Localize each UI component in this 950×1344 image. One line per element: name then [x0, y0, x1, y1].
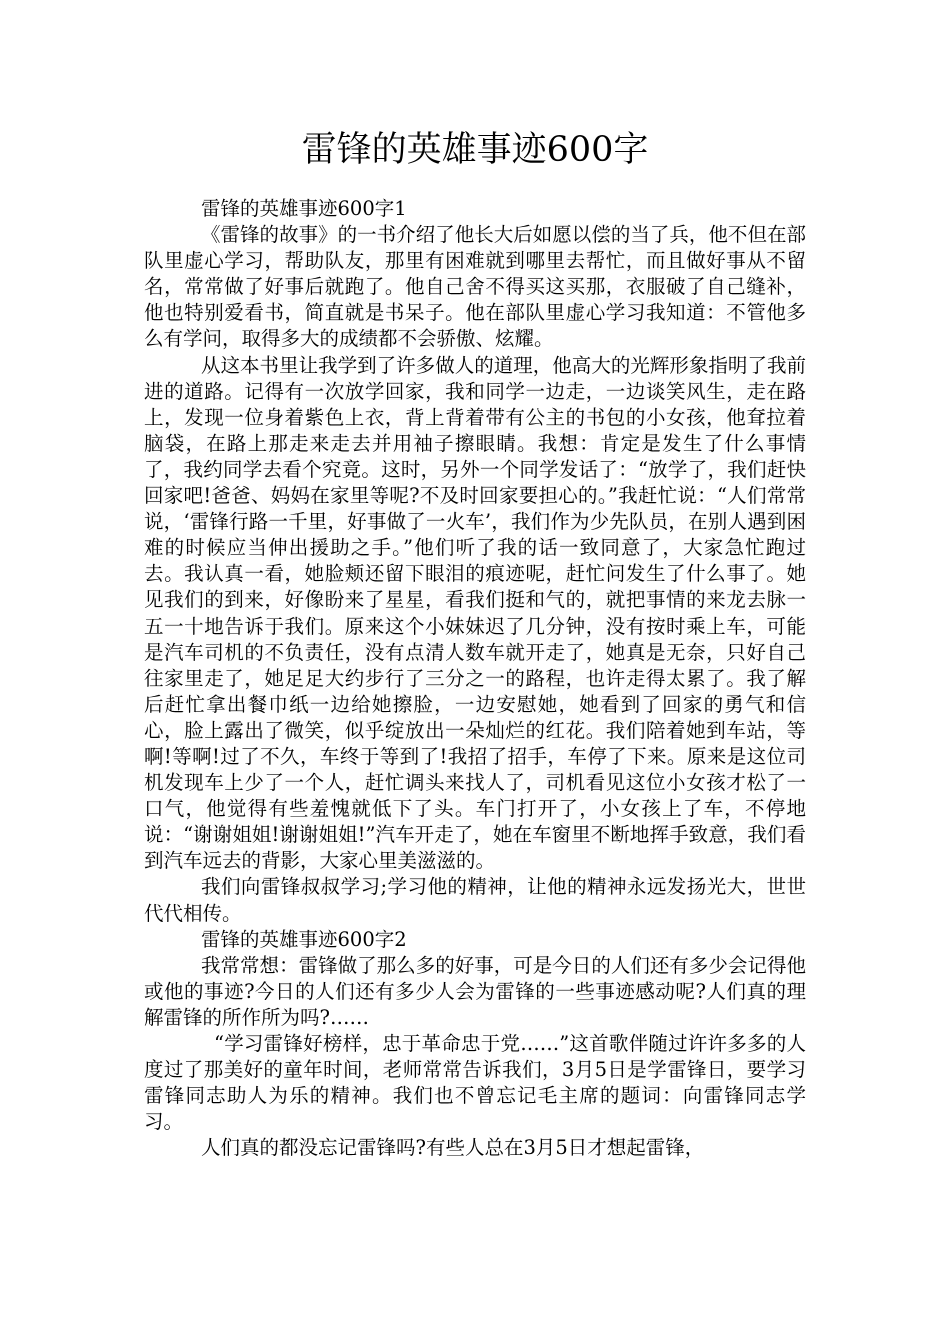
section-heading: 雷锋的英雄事迹600字1: [201, 197, 407, 220]
paragraph: 从这本书里让我学到了许多做人的道理，他高大的光辉形象指明了我前进的道路。记得有一次放学回家，我和同学一边走，一边谈笑风生，走在路上，发现一位身着紫色上衣，背上背着带有公主的书包的小女孩，他耷拉着脑袋，在路上那走来走去并用袖子擦眼睛。我想：肯定是发生了什么事情了，我约同学去看个究竟。这时，另外一个同学发话了：“放学了，我们赶快回家吧!爸爸、妈妈在家里等呢?不及时回家要担心的。”我赶忙说：“人们常常说，‘雷锋行路一千里，好事做了一火车’，我们作为少先队员，在别人遇到困难的时候应当伸出援助之手。”他们听了我的话一致同意了，大家急忙跑过去。我认真一看，她脸颊还留下眼泪的痕迹呢，赶忙问发生了什么事了。她见我们的到来，好像盼来了星星，看我们挺和气的，就把事情的来龙去脉一五一十地告诉于我们。原来这个小妹妹迟了几分钟，没有按时乘上车，可能是汽车司机的不负责任，没有点清人数车就开走了，她真是无奈，只好自己往家里走了，她足足大约步行了三分之一的路程，也许走得太累了。我了解后赶忙拿出餐巾纸一边给她擦脸，一边安慰她，她看到了回家的勇气和信心，脸上露出了微笑，似乎绽放出一朵灿烂的红花。我们陪着她到车站，等啊!等啊!过了不久，车终于等到了!我招了招手，车停了下来。原来是这位司机发现车上少了一个人，赶忙调头来找人了，司机看见这位小女孩才松了一口气，他觉得有些羞愧就低下了头。车门打开了，小女孩上了车，不停地说：“谢谢姐姐!谢谢姐姐!”汽车开走了，她在车窗里不断地挥手致意，我们看到汽车远去的背影，大家心里美滋滋的。: [144, 353, 806, 873]
paragraph: 我常常想：雷锋做了那么多的好事，可是今日的人们还有多少会记得他或他的事迹?今日的人们还有多少人会为雷锋的一些事迹感动呢?人们真的理解雷锋的所作所为吗?……: [144, 953, 806, 1029]
paragraph: 《雷锋的故事》的一书介绍了他长大后如愿以偿的当了兵，他不但在部队里虚心学习，帮助队友，那里有困难就到哪里去帮忙，而且做好事从不留名，常常做了好事后就跑了。他自己舍不得买这买那，衣服破了自己缝补，他也特别爱看书，简直就是书呆子。他在部队里虚心学习我知道：不管他多么有学问，取得多大的成绩都不会骄傲、炫耀。: [144, 223, 806, 351]
document-title: 雷锋的英雄事迹600字: [301, 130, 649, 170]
paragraph: 人们真的都没忘记雷锋吗?有些人总在3月5日才想起雷锋，: [201, 1136, 705, 1160]
paragraph: “学习雷锋好榜样，忠于革命忠于党……”这首歌伴随过许许多多的人度过了那美好的童年时间，老师常常告诉我们，3月5日是学雷锋日，要学习雷锋同志助人为乐的精神。我们也不曾忘记毛主席的题词：向雷锋同志学习。: [144, 1032, 806, 1134]
paragraph: 我们向雷锋叔叔学习;学习他的精神，让他的精神永远发扬光大，世世代代相传。: [144, 875, 806, 925]
section-heading: 雷锋的英雄事迹600字2: [201, 927, 407, 951]
document-body: [144, 196, 806, 1161]
